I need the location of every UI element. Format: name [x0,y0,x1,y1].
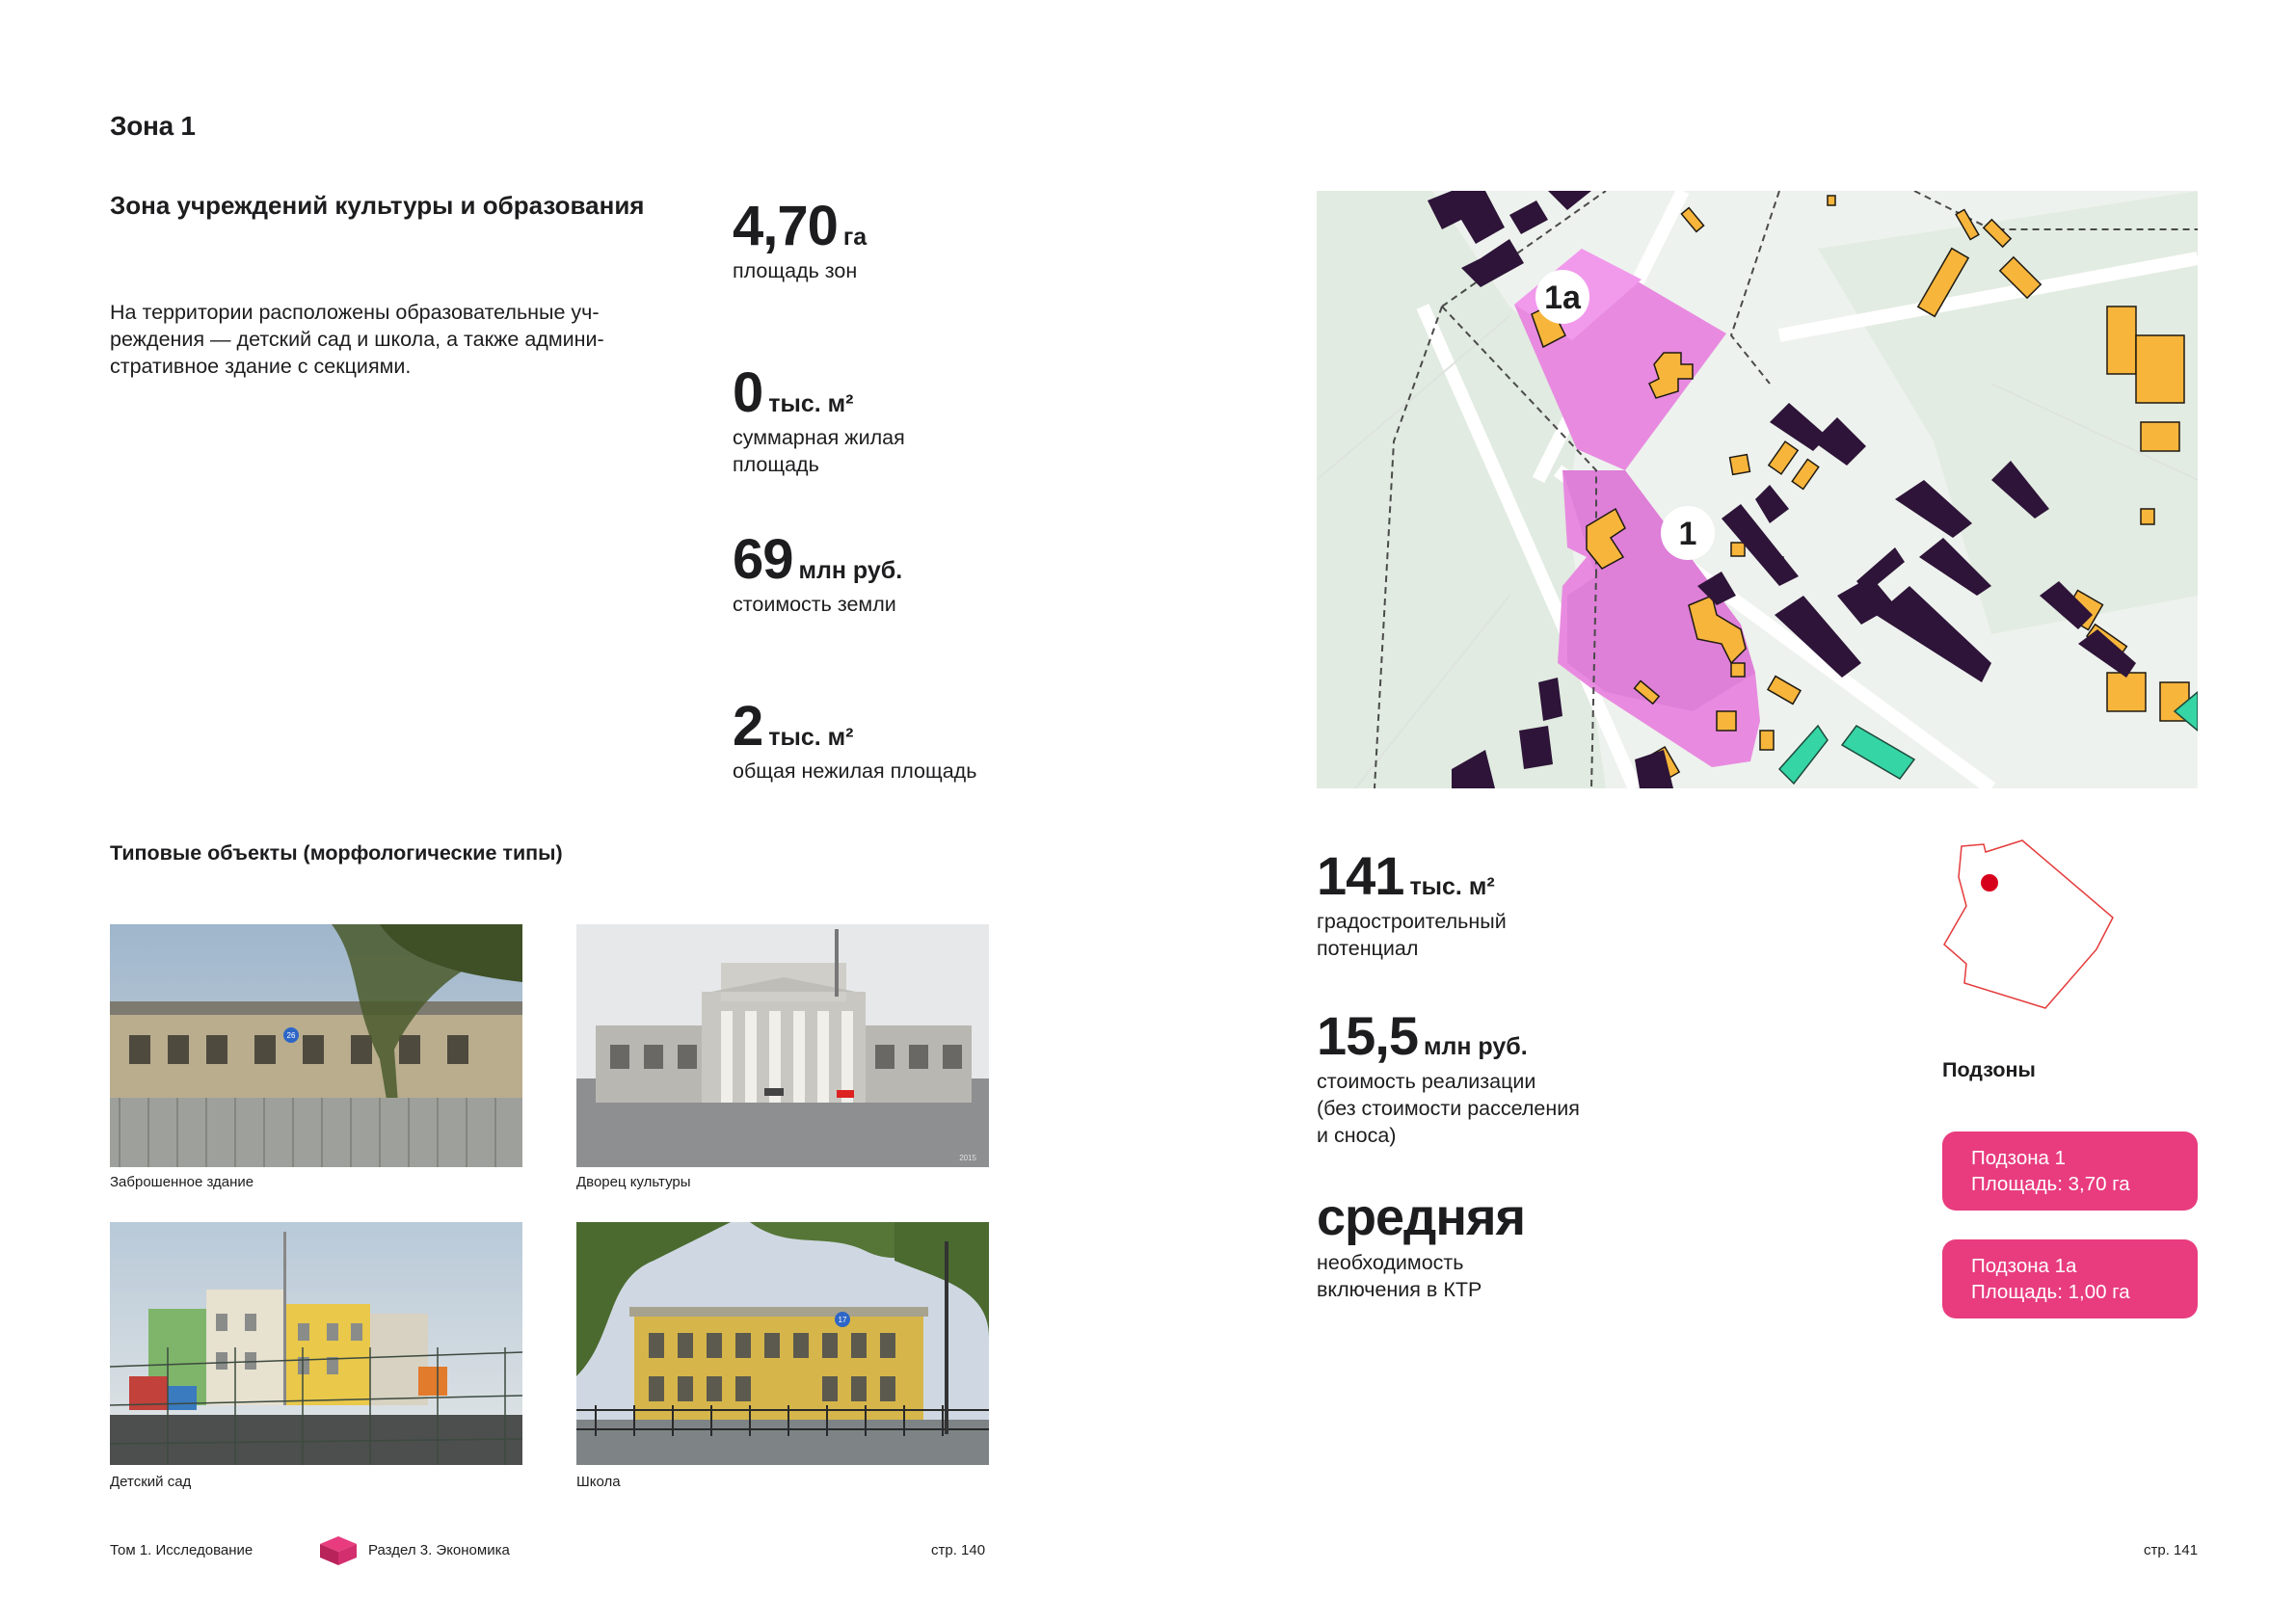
photo-caption: Школа [576,1474,621,1490]
stat-unit: тыс. м² [768,390,854,417]
house-number-sign: 26 [286,1031,296,1040]
subzone-name: Подзона 1 [1971,1147,2067,1169]
stat-caption: потенциал [1317,937,1419,960]
stat-caption: включения в КТР [1317,1278,1482,1301]
brand-logo-icon [318,1534,359,1567]
stat-caption: общая нежилая площадь [733,759,977,783]
footer-section: Раздел 3. Экономика [368,1542,510,1558]
stat-unit: тыс. м² [1409,873,1495,900]
stat-caption: необходимость [1317,1251,1464,1274]
subzones-title: Подзоны [1942,1058,2036,1081]
stat-value: 0 [733,361,763,424]
location-marker-icon [1981,874,1998,892]
description-line: На территории расположены образовательные уч- [110,301,600,324]
map-label-1: 1 [1678,516,1697,552]
stat-nonresidential-area [733,695,977,785]
stat-unit: га [842,224,868,251]
subzone-card-1a[interactable] [1942,1239,2198,1318]
stat-urban-potential [1317,845,1507,962]
footer-page-left: стр. 140 [931,1542,986,1558]
stat-value: 69 [733,528,793,591]
stat-value: 2 [733,695,763,758]
zone-map [1317,191,2198,788]
photo-caption: Дворец культуры [576,1174,691,1190]
stat-caption: градостроительный [1317,910,1507,933]
stat-value: 15,5 [1317,1005,1418,1066]
stat-unit: тыс. м² [768,724,854,751]
stat-caption: и сноса) [1317,1124,1397,1147]
house-number-sign: 17 [838,1316,847,1324]
stat-value: средняя [1317,1188,1525,1246]
map-label-1a: 1а [1544,280,1581,316]
stat-caption: (без стоимости расселения [1317,1097,1580,1120]
description-line: реждения — детский сад и школа, а также админи- [110,328,604,351]
stat-value: 141 [1317,845,1404,906]
typical-objects-title: Типовые объекты (морфологические типы) [110,841,563,865]
stat-caption: площадь зон [733,259,858,282]
photo-abandoned-building [110,924,522,1167]
stat-ktr-necessity [1317,1189,1525,1303]
locator-map [1937,839,2121,1012]
stat-caption: стоимость земли [733,593,896,616]
photo-caption: Детский сад [110,1474,192,1490]
zone-description [110,299,669,380]
zone-label: Зона 1 [110,111,196,141]
footer-page-right: стр. 141 [2144,1542,2199,1558]
photo-watermark: 2015 [959,1154,976,1162]
stat-value: 4,70 [733,195,838,257]
photo-palace-of-culture [576,924,989,1167]
zone-name: Зона учреждений культуры и образования [110,191,645,220]
subzone-area: Площадь: 1,00 га [1971,1281,2130,1303]
stat-caption: суммарная жилая [733,426,905,449]
photo-school [576,1222,989,1465]
subzone-area: Площадь: 3,70 га [1971,1173,2130,1195]
stat-land-cost [733,528,903,618]
photo-kindergarten [110,1222,522,1465]
stat-caption: стоимость реализации [1317,1070,1536,1093]
photo-caption: Заброшенное здание [110,1174,254,1190]
description-line: стративное здание с секциями. [110,355,412,378]
subzone-card-1[interactable] [1942,1131,2198,1211]
stat-zone-area [733,195,868,284]
stat-unit: млн руб. [1424,1033,1528,1060]
stat-implementation-cost [1317,1005,1580,1149]
stat-unit: млн руб. [798,557,903,584]
subzone-name: Подзона 1а [1971,1255,2077,1277]
footer-volume: Том 1. Исследование [110,1542,254,1558]
stat-residential-area [733,361,905,478]
stat-caption: площадь [733,453,819,476]
